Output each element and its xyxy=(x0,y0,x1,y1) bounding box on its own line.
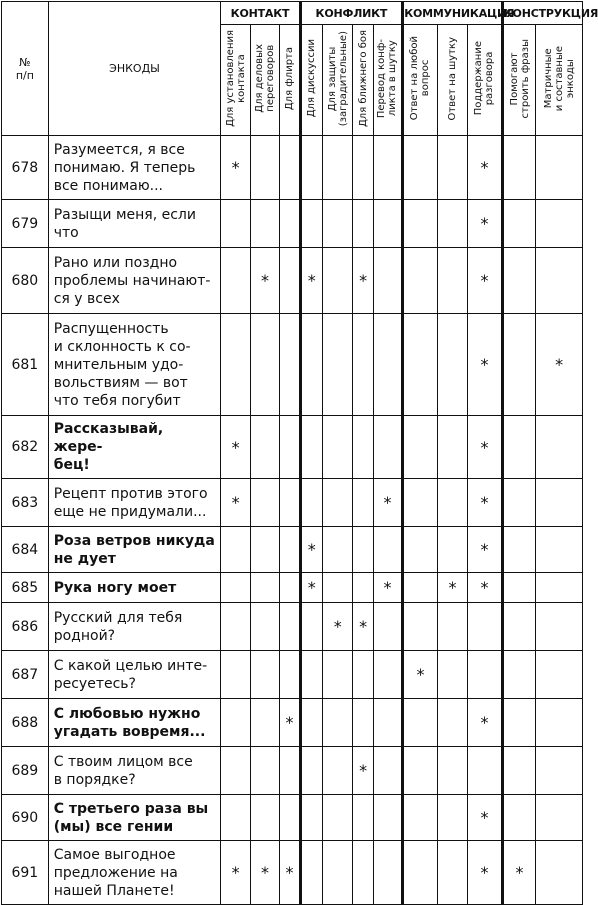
mark-cell xyxy=(403,573,438,603)
mark-cell xyxy=(322,699,352,747)
col-defense xyxy=(322,25,352,136)
mark-cell xyxy=(373,136,402,200)
col-label: Для установления контакта xyxy=(224,30,247,127)
mark-cell: * xyxy=(280,699,300,747)
mark-cell xyxy=(502,603,536,651)
row-number: 679 xyxy=(2,200,49,248)
mark-cell: * xyxy=(468,841,503,905)
mark-cell: * xyxy=(468,527,503,573)
col-label: Ответ на любой вопрос xyxy=(409,36,432,121)
mark-cell xyxy=(403,527,438,573)
row-number: 680 xyxy=(2,248,49,314)
mark-cell: * xyxy=(536,314,583,416)
mark-cell: * xyxy=(300,248,322,314)
mark-cell xyxy=(502,136,536,200)
col-discussion xyxy=(300,25,322,136)
col-build-phrases xyxy=(502,25,536,136)
row-number: 683 xyxy=(2,479,49,527)
mark-cell xyxy=(221,200,250,248)
encode-text: Рецепт против этого еще не придумали... xyxy=(48,479,221,527)
row-number: 687 xyxy=(2,651,49,699)
mark-cell xyxy=(437,651,467,699)
encodes-header: ЭНКОДЫ xyxy=(48,2,221,136)
mark-cell xyxy=(353,314,373,416)
col-matrix-encodes xyxy=(536,25,583,136)
mark-cell: * xyxy=(468,573,503,603)
mark-cell xyxy=(280,603,300,651)
mark-cell xyxy=(280,479,300,527)
col-any-question xyxy=(403,25,438,136)
mark-cell: * xyxy=(353,603,373,651)
mark-cell xyxy=(280,573,300,603)
mark-cell xyxy=(322,479,352,527)
mark-cell xyxy=(322,527,352,573)
mark-cell: * xyxy=(221,136,250,200)
mark-cell xyxy=(373,248,402,314)
mark-cell xyxy=(353,699,373,747)
table-row xyxy=(2,651,583,699)
mark-cell xyxy=(373,416,402,479)
table-row xyxy=(2,248,583,314)
table-row xyxy=(2,136,583,200)
encode-text: С какой целью инте- ресуетесь? xyxy=(48,651,221,699)
row-number: 682 xyxy=(2,416,49,479)
mark-cell xyxy=(403,136,438,200)
mark-cell xyxy=(437,416,467,479)
mark-cell xyxy=(353,573,373,603)
row-number: 691 xyxy=(2,841,49,905)
table-row xyxy=(2,479,583,527)
col-label: Для флирта xyxy=(283,46,295,111)
mark-cell: * xyxy=(468,699,503,747)
mark-cell xyxy=(437,699,467,747)
mark-cell xyxy=(536,747,583,795)
row-number: 686 xyxy=(2,603,49,651)
mark-cell xyxy=(437,248,467,314)
mark-cell xyxy=(250,795,279,841)
mark-cell xyxy=(536,795,583,841)
mark-cell xyxy=(221,795,250,841)
mark-cell xyxy=(280,527,300,573)
group-contact: КОНТАКТ xyxy=(221,2,300,25)
mark-cell xyxy=(502,416,536,479)
number-header: № п/п xyxy=(2,2,49,136)
mark-cell: * xyxy=(468,795,503,841)
table-row xyxy=(2,603,583,651)
mark-cell xyxy=(403,416,438,479)
mark-cell xyxy=(502,747,536,795)
row-number: 681 xyxy=(2,314,49,416)
encode-text: Роза ветров никуда не дует xyxy=(48,527,221,573)
mark-cell xyxy=(403,747,438,795)
col-support-talk xyxy=(468,25,503,136)
mark-cell xyxy=(250,136,279,200)
row-number: 690 xyxy=(2,795,49,841)
mark-cell xyxy=(250,314,279,416)
mark-cell xyxy=(536,136,583,200)
mark-cell xyxy=(536,200,583,248)
mark-cell xyxy=(250,200,279,248)
encode-text: С твоим лицом все в порядке? xyxy=(48,747,221,795)
mark-cell xyxy=(280,651,300,699)
mark-cell xyxy=(280,314,300,416)
mark-cell xyxy=(280,136,300,200)
mark-cell: * xyxy=(468,136,503,200)
mark-cell xyxy=(502,699,536,747)
mark-cell xyxy=(468,603,503,651)
col-business xyxy=(250,25,279,136)
mark-cell xyxy=(536,603,583,651)
mark-cell xyxy=(300,479,322,527)
mark-cell: * xyxy=(468,416,503,479)
mark-cell: * xyxy=(221,841,250,905)
mark-cell xyxy=(300,136,322,200)
mark-cell xyxy=(221,747,250,795)
mark-cell xyxy=(373,795,402,841)
mark-cell xyxy=(322,136,352,200)
mark-cell xyxy=(322,248,352,314)
encode-text: С третьего раза вы (мы) все гении xyxy=(48,795,221,841)
mark-cell xyxy=(403,248,438,314)
mark-cell xyxy=(373,747,402,795)
mark-cell xyxy=(250,527,279,573)
group-construction: КОНСТРУКЦИЯ xyxy=(502,2,582,25)
mark-cell xyxy=(403,795,438,841)
mark-cell xyxy=(373,651,402,699)
mark-cell: * xyxy=(468,479,503,527)
encode-text: Распущенность и склонность к со- мнительным удо- вольствиям — вот что тебя погубит xyxy=(48,314,221,416)
mark-cell xyxy=(300,795,322,841)
mark-cell: * xyxy=(468,200,503,248)
mark-cell xyxy=(300,314,322,416)
mark-cell xyxy=(353,416,373,479)
encode-text: Рано или поздно проблемы начинают- ся у всех xyxy=(48,248,221,314)
mark-cell xyxy=(536,416,583,479)
mark-cell xyxy=(437,479,467,527)
group-header-row xyxy=(2,2,583,25)
mark-cell xyxy=(280,200,300,248)
mark-cell xyxy=(437,841,467,905)
mark-cell: * xyxy=(353,747,373,795)
mark-cell xyxy=(250,603,279,651)
mark-cell xyxy=(403,699,438,747)
mark-cell xyxy=(353,200,373,248)
group-communication: КОММУНИКАЦИЯ xyxy=(403,2,503,25)
mark-cell xyxy=(322,200,352,248)
table-row xyxy=(2,527,583,573)
col-joke-answer xyxy=(437,25,467,136)
mark-cell xyxy=(373,200,402,248)
mark-cell: * xyxy=(373,573,402,603)
mark-cell xyxy=(221,651,250,699)
mark-cell xyxy=(221,603,250,651)
mark-cell xyxy=(468,651,503,699)
mark-cell xyxy=(280,416,300,479)
table-row xyxy=(2,200,583,248)
mark-cell xyxy=(502,248,536,314)
mark-cell xyxy=(437,200,467,248)
col-label: Для деловых переговоров xyxy=(254,44,277,113)
row-number: 688 xyxy=(2,699,49,747)
mark-cell: * xyxy=(373,479,402,527)
table-row xyxy=(2,416,583,479)
col-label: Ответ на шутку xyxy=(446,36,458,121)
mark-cell: * xyxy=(221,479,250,527)
mark-cell xyxy=(322,841,352,905)
mark-cell xyxy=(353,841,373,905)
mark-cell xyxy=(250,573,279,603)
row-number: 684 xyxy=(2,527,49,573)
row-number: 685 xyxy=(2,573,49,603)
mark-cell xyxy=(280,248,300,314)
mark-cell xyxy=(221,699,250,747)
mark-cell xyxy=(373,527,402,573)
mark-cell xyxy=(502,200,536,248)
encodes-table xyxy=(1,1,598,905)
mark-cell xyxy=(300,699,322,747)
col-label: Для ближнего боя xyxy=(357,29,369,127)
mark-cell xyxy=(322,416,352,479)
mark-cell xyxy=(403,841,438,905)
mark-cell xyxy=(280,795,300,841)
mark-cell: * xyxy=(250,841,279,905)
mark-cell xyxy=(300,603,322,651)
mark-cell: * xyxy=(353,248,373,314)
mark-cell xyxy=(221,527,250,573)
col-label: Помогают строить фразы xyxy=(508,38,531,119)
mark-cell xyxy=(322,795,352,841)
col-joke-conflict xyxy=(373,25,402,136)
mark-cell xyxy=(353,651,373,699)
mark-cell xyxy=(221,314,250,416)
mark-cell xyxy=(250,416,279,479)
mark-cell xyxy=(322,314,352,416)
mark-cell xyxy=(373,314,402,416)
col-contact-establish xyxy=(221,25,250,136)
mark-cell xyxy=(437,527,467,573)
mark-cell xyxy=(322,651,352,699)
mark-cell xyxy=(373,699,402,747)
mark-cell xyxy=(373,841,402,905)
mark-cell xyxy=(502,314,536,416)
mark-cell xyxy=(280,747,300,795)
mark-cell xyxy=(536,651,583,699)
mark-cell: * xyxy=(403,651,438,699)
mark-cell xyxy=(502,527,536,573)
mark-cell xyxy=(536,841,583,905)
mark-cell: * xyxy=(437,573,467,603)
mark-cell xyxy=(300,416,322,479)
mark-cell xyxy=(373,603,402,651)
mark-cell xyxy=(536,699,583,747)
mark-cell xyxy=(353,479,373,527)
encode-text: Рассказывай, жере- бец! xyxy=(48,416,221,479)
row-number: 689 xyxy=(2,747,49,795)
mark-cell xyxy=(536,573,583,603)
table-body xyxy=(2,136,583,905)
mark-cell xyxy=(250,651,279,699)
col-label: Матричные и составные энкоды xyxy=(542,45,576,112)
encode-text: Разумеется, я все понимаю. Я теперь все понимаю... xyxy=(48,136,221,200)
encode-text: Русский для тебя родной? xyxy=(48,603,221,651)
mark-cell xyxy=(221,573,250,603)
col-label: Для защиты (заградительные) xyxy=(326,30,349,127)
mark-cell: * xyxy=(300,573,322,603)
mark-cell: * xyxy=(322,603,352,651)
mark-cell xyxy=(403,314,438,416)
mark-cell xyxy=(353,136,373,200)
mark-cell: * xyxy=(502,841,536,905)
mark-cell xyxy=(353,527,373,573)
col-label: Перевод конф- ликта в шутку xyxy=(376,38,399,119)
mark-cell xyxy=(437,603,467,651)
col-close-combat xyxy=(353,25,373,136)
encode-text: С любовью нужно угадать вовремя... xyxy=(48,699,221,747)
group-conflict: КОНФЛИКТ xyxy=(300,2,403,25)
mark-cell xyxy=(502,573,536,603)
col-flirt xyxy=(280,25,300,136)
mark-cell xyxy=(468,747,503,795)
mark-cell xyxy=(502,479,536,527)
table-row xyxy=(2,795,583,841)
mark-cell xyxy=(353,795,373,841)
mark-cell xyxy=(536,479,583,527)
mark-cell xyxy=(437,795,467,841)
mark-cell xyxy=(437,136,467,200)
mark-cell xyxy=(322,573,352,603)
mark-cell xyxy=(221,248,250,314)
col-label: Поддержание разговора xyxy=(473,41,496,116)
table-row xyxy=(2,841,583,905)
mark-cell: * xyxy=(300,527,322,573)
mark-cell xyxy=(300,651,322,699)
mark-cell xyxy=(403,603,438,651)
mark-cell xyxy=(250,747,279,795)
encode-text: Рука ногу моет xyxy=(48,573,221,603)
mark-cell xyxy=(403,479,438,527)
mark-cell xyxy=(300,841,322,905)
mark-cell: * xyxy=(280,841,300,905)
table-row xyxy=(2,314,583,416)
col-label: Для дискуссии xyxy=(306,39,318,118)
table-row xyxy=(2,573,583,603)
mark-cell xyxy=(403,200,438,248)
mark-cell xyxy=(502,651,536,699)
mark-cell xyxy=(322,747,352,795)
mark-cell xyxy=(250,699,279,747)
mark-cell: * xyxy=(468,314,503,416)
mark-cell xyxy=(536,527,583,573)
mark-cell xyxy=(300,200,322,248)
mark-cell xyxy=(250,479,279,527)
encode-text: Самое выгодное предложение на нашей Планете! xyxy=(48,841,221,905)
mark-cell: * xyxy=(221,416,250,479)
mark-cell xyxy=(437,747,467,795)
encode-text: Разыщи меня, если что xyxy=(48,200,221,248)
table-row xyxy=(2,699,583,747)
table-row xyxy=(2,747,583,795)
row-number: 678 xyxy=(2,136,49,200)
mark-cell: * xyxy=(468,248,503,314)
mark-cell xyxy=(300,747,322,795)
mark-cell xyxy=(437,314,467,416)
mark-cell: * xyxy=(250,248,279,314)
mark-cell xyxy=(502,795,536,841)
mark-cell xyxy=(536,248,583,314)
